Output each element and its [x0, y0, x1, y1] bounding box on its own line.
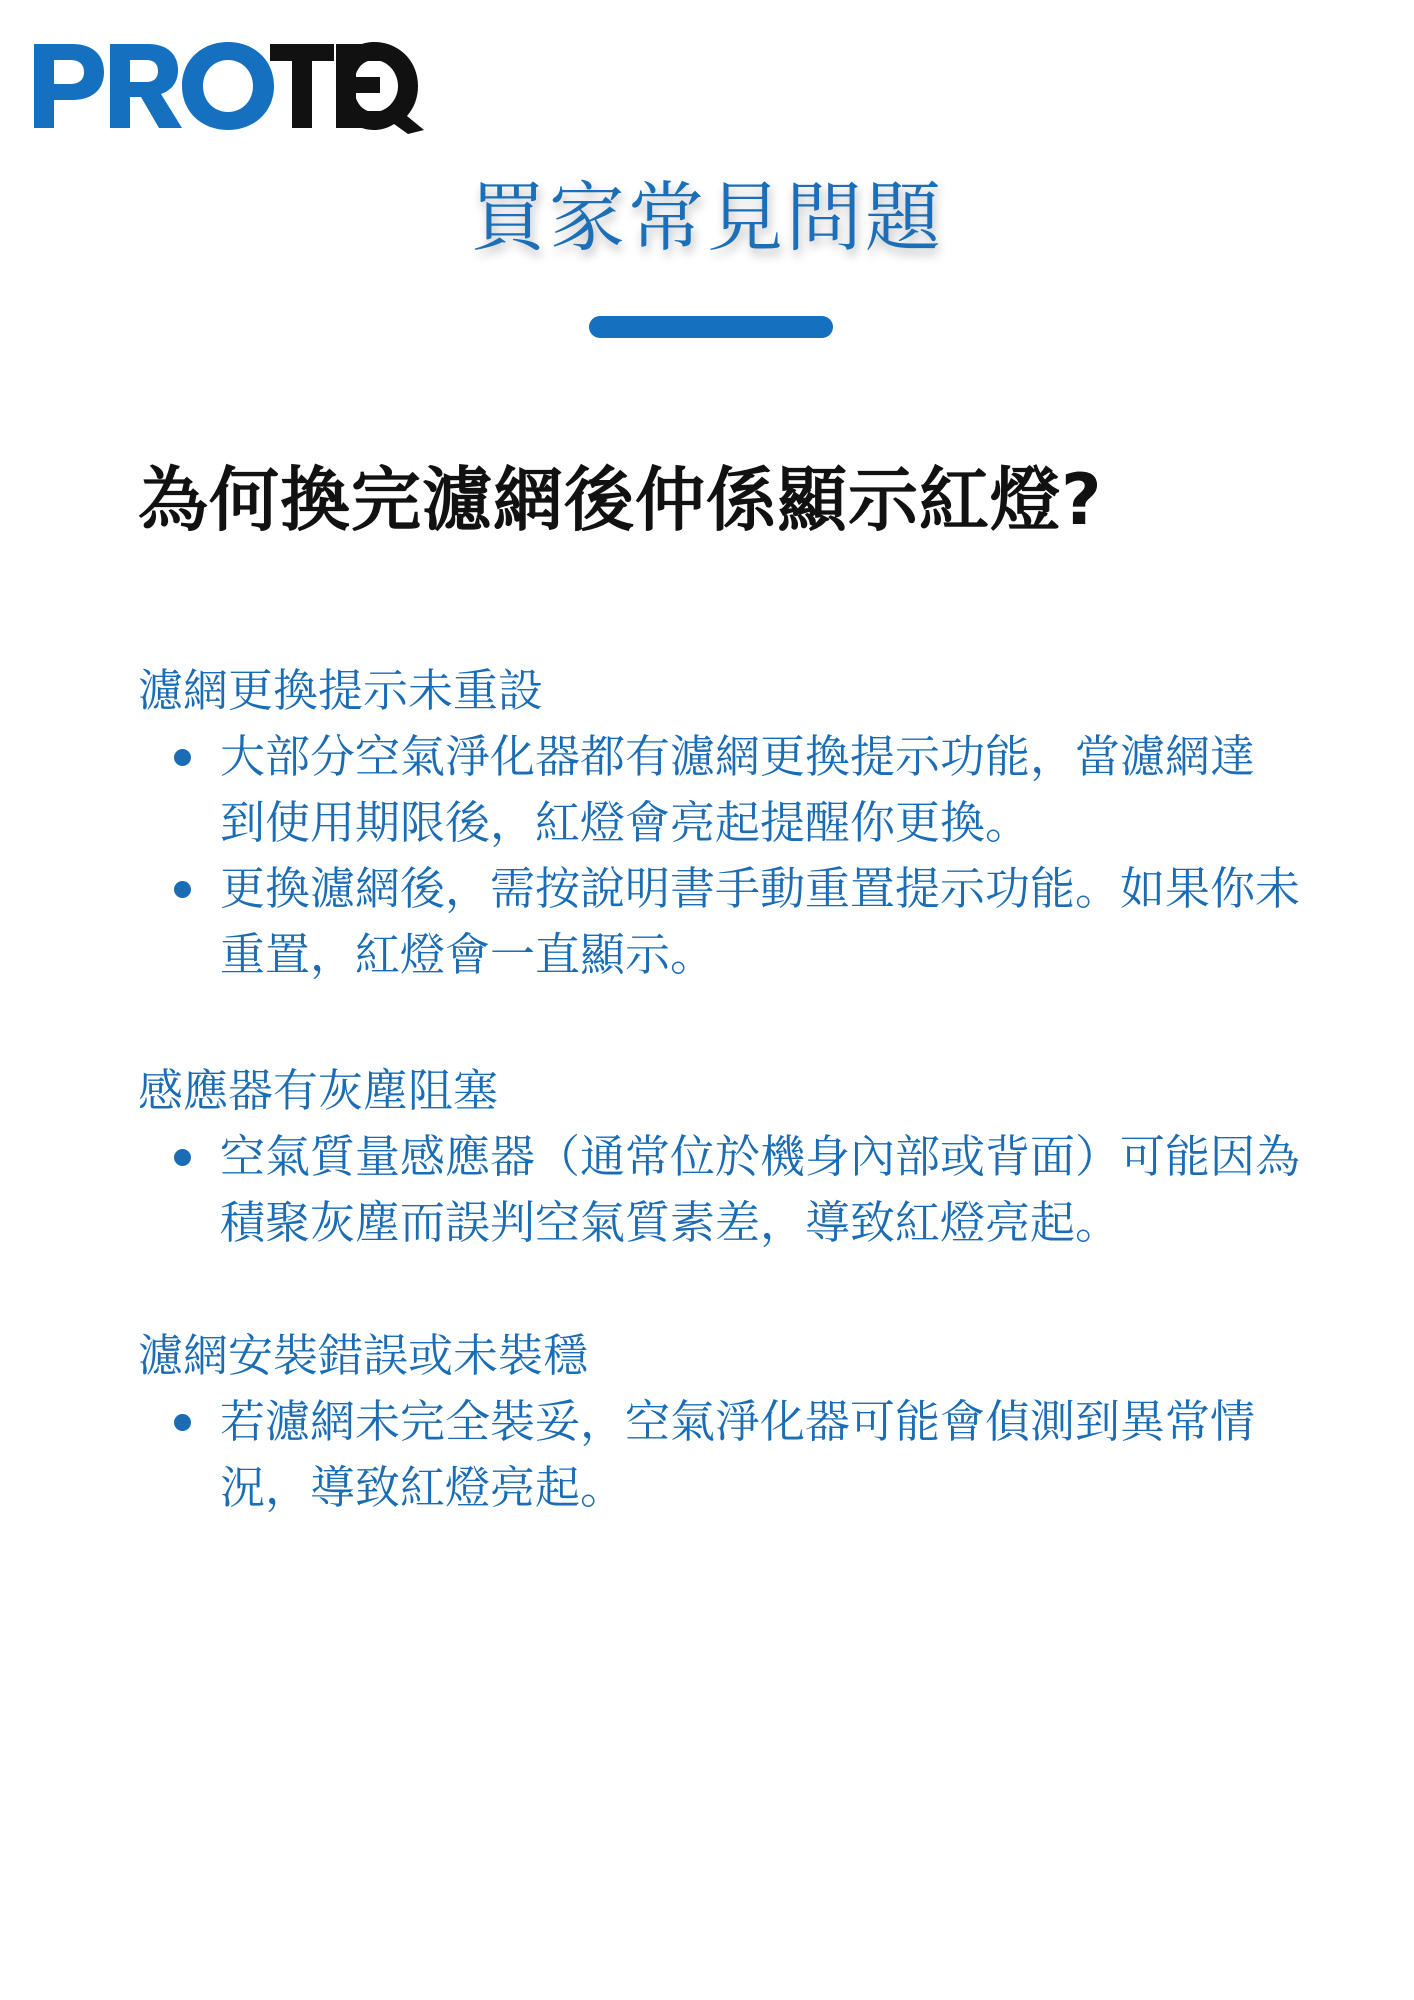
- bullet-text-line: 大部分空氣淨化器都有濾網更換提示功能，當濾網達: [220, 730, 1256, 783]
- list-item: [138, 856, 1335, 988]
- page-title: 買家常見問題: [470, 173, 944, 262]
- list-item: [138, 1124, 1335, 1256]
- bullet-dot-icon: [174, 749, 191, 766]
- bullet-text-line: 況，導致紅燈亮起。: [220, 1461, 626, 1514]
- faq-section-2: [138, 1058, 1338, 1256]
- bullet-text-line: 更換濾網後，需按說明書手動重置提示功能。如果你未: [220, 862, 1301, 915]
- bullet-list: [138, 1124, 1338, 1256]
- bullet-text-line: 空氣質量感應器（通常位於機身內部或背面）可能因為: [220, 1130, 1301, 1183]
- section-heading: 濾網安裝錯誤或未裝穩: [138, 1329, 589, 1382]
- bullet-text-line: 到使用期限後，紅燈會亮起提醒你更換。: [220, 796, 1031, 849]
- bullet-text-line: 積聚灰塵而誤判空氣質素差，導致紅燈亮起。: [220, 1196, 1121, 1249]
- faq-section-3: [138, 1323, 1338, 1521]
- bullet-list: [138, 724, 1338, 988]
- section-heading: 感應器有灰塵阻塞: [138, 1064, 499, 1117]
- list-item: [138, 724, 1335, 856]
- faq-section-1: [138, 658, 1338, 988]
- question-heading: 為何換完濾網後仲係顯示紅燈?: [138, 459, 1103, 541]
- bullet-dot-icon: [174, 1414, 191, 1431]
- section-heading: 濾網更換提示未重設: [138, 664, 544, 717]
- bullet-text-line: 若濾網未完全裝妥，空氣淨化器可能會偵測到異常情: [220, 1395, 1256, 1448]
- list-item: [138, 1389, 1335, 1521]
- brand-logo: [34, 38, 424, 134]
- bullet-dot-icon: [174, 1149, 191, 1166]
- title-divider: [589, 316, 833, 338]
- bullet-text-line: 重置，紅燈會一直顯示。: [220, 928, 716, 981]
- bullet-dot-icon: [174, 881, 191, 898]
- bullet-list: [138, 1389, 1338, 1521]
- proteq-logo-icon: [34, 38, 424, 134]
